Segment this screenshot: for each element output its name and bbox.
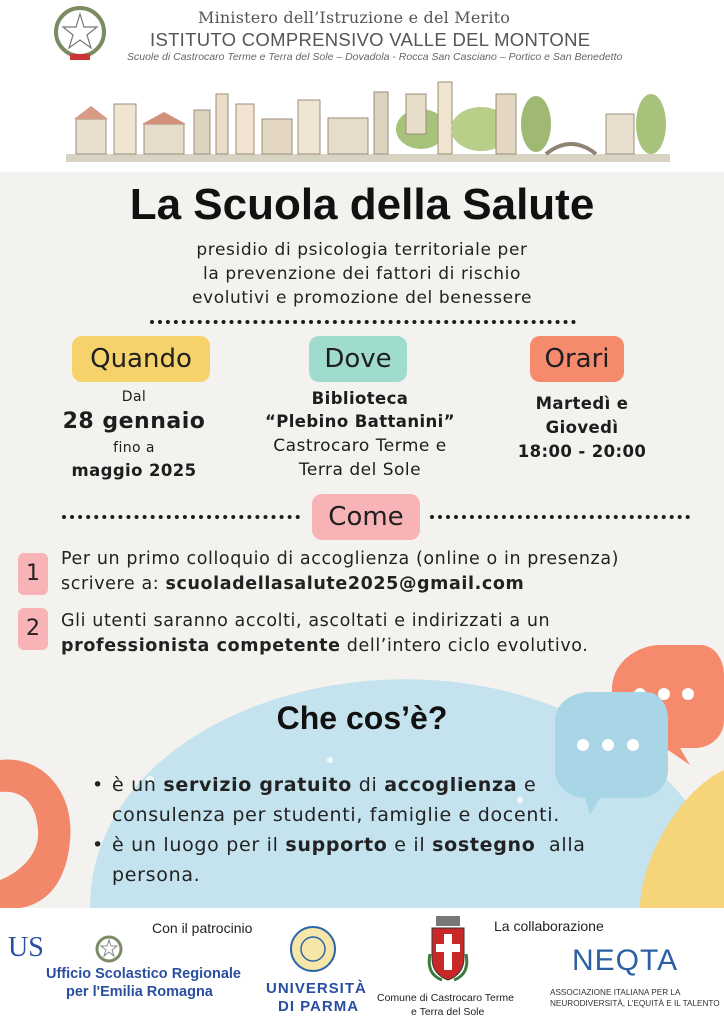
unipr-line1: UNIVERSITÀ bbox=[266, 980, 367, 997]
section-title: Che cos’è? bbox=[276, 700, 448, 736]
hours-details bbox=[492, 392, 672, 464]
step-line: Per un primo colloquio di accoglienza (online o in presenza) bbox=[61, 549, 620, 569]
from-label: Dal bbox=[121, 389, 147, 405]
text: alla bbox=[535, 834, 586, 856]
patronage-label: Con il patrocinio bbox=[152, 920, 253, 936]
neqta-line1: ASSOCIAZIONE ITALIANA PER LA bbox=[550, 988, 681, 997]
hours-time: 18:00 - 20:00 bbox=[517, 442, 647, 461]
step-line: Gli utenti saranno accolti, ascoltati e indirizzati a un bbox=[61, 611, 551, 631]
text: di bbox=[352, 774, 385, 796]
republic-emblem-icon bbox=[94, 934, 124, 964]
collaboration-label: La collaborazione bbox=[494, 918, 604, 934]
where-line: Biblioteca bbox=[311, 389, 409, 408]
text: e il bbox=[387, 834, 433, 856]
until-date: maggio 2025 bbox=[71, 461, 197, 480]
step-text-part: dell’intero ciclo evolutivo. bbox=[340, 636, 589, 656]
divider bbox=[62, 515, 300, 519]
step-text bbox=[61, 547, 619, 597]
subtitle-line: evolutivi e promozione del benessere bbox=[191, 288, 533, 308]
text: e bbox=[517, 774, 537, 796]
where-details bbox=[232, 388, 488, 482]
step-line bbox=[61, 572, 619, 597]
school-name: ISTITUTO COMPRENSIVO VALLE DEL MONTONE bbox=[150, 29, 591, 50]
text-bold: sostegno bbox=[432, 834, 536, 856]
coat-of-arms-icon bbox=[426, 914, 470, 984]
comune-line2: e Terra del Sole bbox=[411, 1006, 485, 1018]
from-date: 28 gennaio bbox=[62, 409, 206, 434]
email-link[interactable]: scuoladellasalute2025@gmail.com bbox=[165, 574, 525, 594]
text: è un luogo per il bbox=[112, 834, 286, 856]
until-label: fino a bbox=[113, 440, 155, 456]
divider bbox=[150, 320, 576, 324]
usr-logo: US bbox=[8, 932, 44, 963]
step-number: 1 bbox=[18, 553, 48, 595]
usr-line2: per l'Emilia Romagna bbox=[66, 984, 213, 1000]
step-line bbox=[61, 634, 588, 659]
hours-days: Giovedì bbox=[545, 418, 619, 437]
bullet-list bbox=[92, 770, 652, 890]
globe-icon bbox=[288, 924, 338, 974]
divider bbox=[430, 515, 690, 519]
republic-emblem-icon bbox=[52, 4, 108, 62]
how-badge: Come bbox=[312, 494, 420, 540]
when-badge: Quando bbox=[72, 336, 210, 382]
where-line: “Plebino Battanini” bbox=[265, 412, 455, 431]
neqta-logo: NEQTA bbox=[572, 944, 679, 977]
ministry-name: Ministero dell’Istruzione e del Merito bbox=[198, 8, 511, 27]
subtitle-line: presidio di psicologia territoriale per bbox=[196, 240, 528, 260]
usr-line1: Ufficio Scolastico Regionale bbox=[46, 966, 241, 982]
unipr-line2: DI PARMA bbox=[278, 998, 360, 1015]
step-text-bold: professionista competente bbox=[61, 636, 341, 656]
subtitle-line: la prevenzione dei fattori di rischio bbox=[203, 264, 521, 284]
when-details bbox=[44, 388, 224, 484]
where-line: Terra del Sole bbox=[298, 460, 422, 480]
school-list: Scuole di Castrocaro Terme e Terra del Sole – Dovadola - Rocca San Casciano – Portico e San Benedetto bbox=[127, 51, 623, 63]
where-badge: Dove bbox=[309, 336, 407, 382]
step-number: 2 bbox=[18, 608, 48, 650]
town-illustration bbox=[66, 74, 670, 166]
bullet-item: • è un servizio gratuito di accoglienza e consulenza per studenti, famiglie e docenti. bbox=[92, 774, 560, 826]
neqta-line2: NEURODIVERSITÀ, L'EQUITÀ E IL TALENTO bbox=[550, 999, 720, 1008]
text: persona. bbox=[112, 864, 201, 886]
hours-days: Martedì e bbox=[535, 394, 629, 413]
text: è un bbox=[112, 774, 164, 796]
comune-line1: Comune di Castrocaro Terme bbox=[377, 992, 514, 1004]
step-text bbox=[61, 609, 588, 659]
text-bold: accoglienza bbox=[384, 774, 518, 796]
page-title: La Scuola della Salute bbox=[129, 180, 595, 229]
text-bold: servizio gratuito bbox=[163, 774, 353, 796]
step-text-part: scrivere a: bbox=[61, 574, 166, 594]
text-bold: supporto bbox=[285, 834, 388, 856]
subtitle bbox=[0, 238, 724, 310]
text: consulenza per studenti, famiglie e docenti. bbox=[112, 804, 560, 826]
where-line: Castrocaro Terme e bbox=[273, 436, 447, 456]
bullet-item: • è un luogo per il supporto e il sostegno alla persona. bbox=[92, 834, 586, 886]
hours-badge: Orari bbox=[530, 336, 624, 382]
